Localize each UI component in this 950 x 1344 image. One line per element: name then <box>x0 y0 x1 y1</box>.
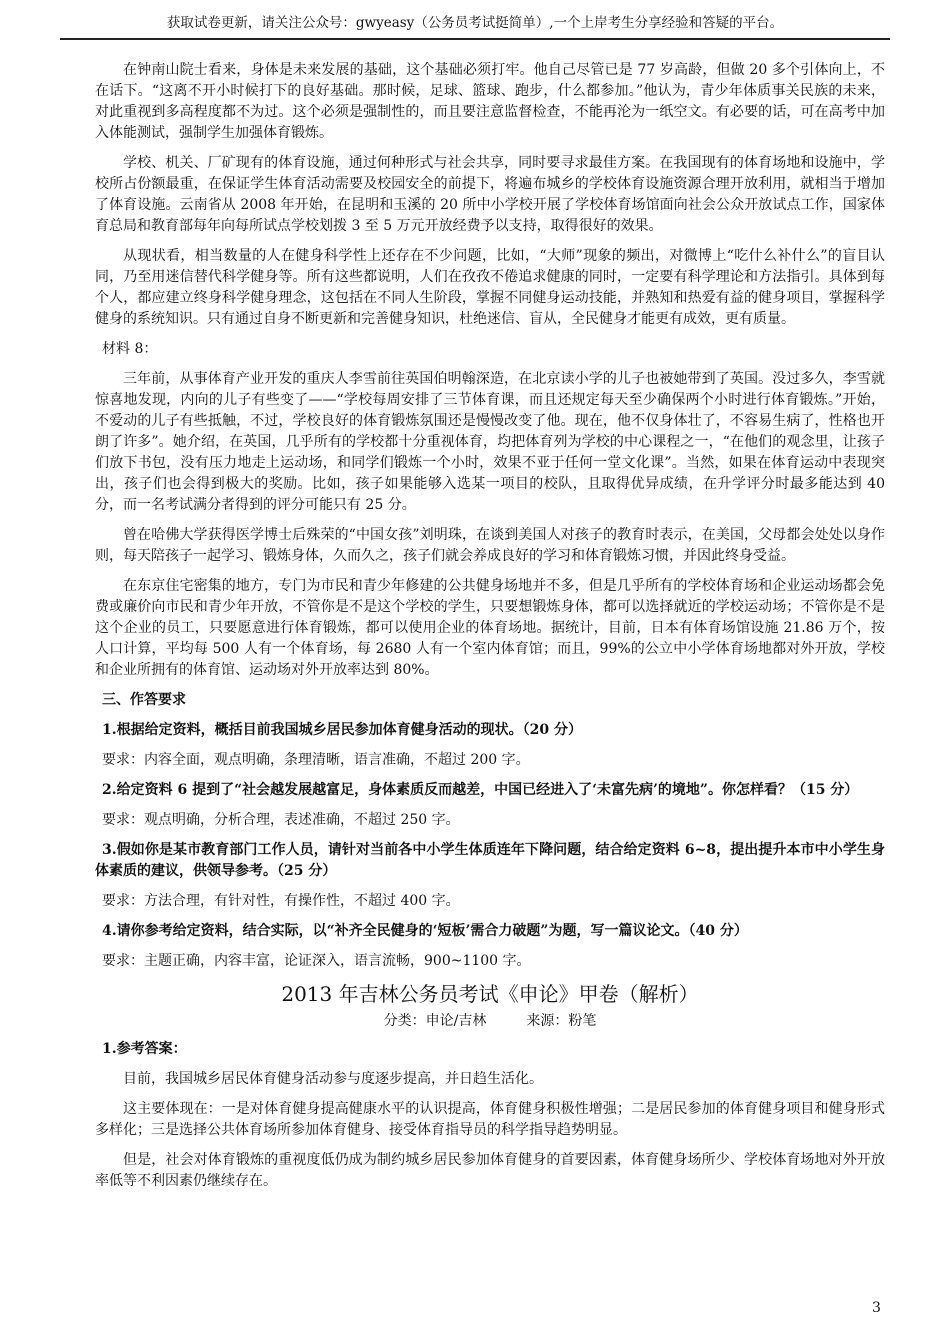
page-number: 3 <box>872 1300 881 1316</box>
analysis-title: 2013 年吉林公务员考试《申论》甲卷（解析） <box>281 982 699 1006</box>
source-label: 来源：粉笔 <box>526 1013 597 1029</box>
paragraph: 这主要体现在：一是对体育健身提高健康水平的认识提高，体育健身积极性增强；二是居民参加的体育健身项目和健身形式多样化；三是选择公共体育场所参加体育健身、接受体育指导员的科学指导趋势明显。 <box>95 1101 885 1138</box>
question-1: 1.根据给定资料，概括目前我国城乡居民参加体育健身活动的现状。（20 分） <box>102 722 582 738</box>
question-4-requirement: 要求：主题正确，内容丰富，论证深入，语言流畅，900~1100 字。 <box>102 953 531 969</box>
question-3: 3.假如你是某市教育部门工作人员，请针对当前各中小学生体质连年下降问题，结合给定资料 6~8，提出提升本市中小学生身体素质的建议，供领导参考。（25 分） <box>95 842 885 879</box>
paragraph: 曾在哈佛大学获得医学博士后殊荣的“中国女孩”刘明珠，在谈到美国人对孩子的教育时表示，在美国，父母都会处处以身作则，每天陪孩子一起学习、锻炼身体，久而久之，孩子们就会养成良好的学习和体育锻炼习惯，并因此终身受益。 <box>95 527 885 564</box>
paragraph: 在钟南山院士看来，身体是未来发展的基础，这个基础必须打牢。他自己尽管已是 77 岁高龄，但做 20 多个引体向上，不在话下。“这离不开小时候打下的良好基础。那时候，足球、篮球、跑步，什么都参加。”他认为，青少年体质事关民族的未来，对此重视到多高程度都不为过。这个必须是强制性的，而且要注意监督检查，不能再沦为一纸空文。有必要的话，可在高考中加入体能测试，强制学生加强体育锻炼。 <box>95 62 885 141</box>
category-label: 分类：申论/吉林 <box>383 1013 487 1029</box>
question-4: 4.请你参考给定资料，结合实际，以“补齐全民健身的‘短板’需合力破题”为题，写一篇议论文。（40 分） <box>102 923 748 939</box>
question-1-requirement: 要求：内容全面，观点明确，条理清晰，语言准确，不超过 200 字。 <box>102 752 530 768</box>
requirements-heading: 三、作答要求 <box>102 692 186 708</box>
paragraph: 从现状看，相当数量的人在健身科学性上还存在不少问题，比如，“大师”现象的频出，对微博上“吃什么补什么”的盲目认同，乃至用迷信替代科学健身等。所有这些都说明，人们在孜孜不倦追求健康的同时，一定要有科学理论和方法指引。具体到每个人，都应建立终身科学健身理念，这包括在不同人生阶段，掌握不同健身运动技能，并熟知和热爱有益的健身项目，掌握科学健身的系统知识。只有通过自身不断更新和完善健身知识，杜绝迷信、盲从，全民健身才能更有成效，更有质量。 <box>95 248 885 327</box>
paragraph: 目前，我国城乡居民体育健身活动参与度逐步提高，并日趋生活化。 <box>123 1071 543 1087</box>
material-8-heading: 材料 8： <box>102 341 158 357</box>
paragraph: 学校、机关、厂矿现有的体育设施，通过何种形式与社会共享，同时要寻求最佳方案。在我国现有的体育场地和设施中，学校所占份额最重，在保证学生体育活动需要及校园安全的前提下，将遍布城乡的学校体育设施资源合理开放利用，就相当于增加了体育设施。云南省从 2008 年开始，在昆明和玉溪的 20 所中小学校开展了学校体育场馆面向社会公众开放试点工作，国家体育总局和教育部每年向每所试点学校划拨 3 至 5 万元开放经费予以支持，取得很好的效果。 <box>95 155 885 234</box>
document-body <box>95 60 885 1201</box>
page-header: 获取试卷更新，请关注公众号：gwyeasy（公务员考试挺简单）,一个上岸考生分享经验和答疑的平台。 <box>60 14 890 40</box>
paragraph: 但是，社会对体育锻炼的重视度低仍成为制约城乡居民参加体育健身的首要因素，体育健身场所少、学校体育场地对外开放率低等不利因素仍继续存在。 <box>95 1152 885 1189</box>
question-2: 2.给定资料 6 提到了“社会越发展越富足，身体素质反而越差，中国已经进入了‘未富先病’的境地”。你怎样看？（15 分） <box>102 782 859 798</box>
question-2-requirement: 要求：观点明确，分析合理，表述准确，不超过 250 字。 <box>102 812 460 828</box>
question-3-requirement: 要求：方法合理，有针对性，有操作性，不超过 400 字。 <box>102 893 460 909</box>
answer-heading: 1.参考答案： <box>102 1041 187 1057</box>
paragraph: 在东京住宅密集的地方，专门为市民和青少年修建的公共健身场地并不多，但是几乎所有的学校体育场和企业运动场都会免费或廉价向市民和青少年开放，不管你是不是这个学校的学生，只要想锻炼身体，都可以选择就近的学校运动场；不管你是不是这个企业的员工，只要愿意进行体育锻炼，都可以使用企业的体育场地。据统计，目前，日本有体育场馆设施 21.86 万个，按人口计算，平均每 500 人有一个体育场，每 2680 人有一个室内体育馆；而且，99%的公立中小学体育场地都对外开放，学校和企业所拥有的体育馆、运动场对外开放率达到 80%。 <box>95 578 885 678</box>
paragraph: 三年前，从事体育产业开发的重庆人李雪前往英国伯明翰深造，在北京读小学的儿子也被她带到了英国。没过多久，李雪就惊喜地发现，内向的儿子有些变了——“学校每周安排了三节体育课，而且还规定每天至少确保两个小时进行体育锻炼。”开始，不爱动的儿子有些抵触，不过，学校良好的体育锻炼氛围还是慢慢改变了他。现在，他不仅身体壮了，不容易生病了，性格也开朗了许多”。她介绍，在英国，几乎所有的学校都十分重视体育，均把体育列为学校的中心课程之一，“在他们的观念里，让孩子们放下书包，没有压力地走上运动场，和同学们锻炼一个小时，效果不亚于任何一堂文化课”。当然，如果在体育运动中表现突出，孩子们也会得到极大的奖励。比如，孩子如果能够入选某一项目的校队，且取得优异成绩，在升学评分时最多能达到 40 分，而一名考试满分者得到的评分可能只有 25 分。 <box>95 371 885 513</box>
analysis-meta <box>95 1011 885 1031</box>
